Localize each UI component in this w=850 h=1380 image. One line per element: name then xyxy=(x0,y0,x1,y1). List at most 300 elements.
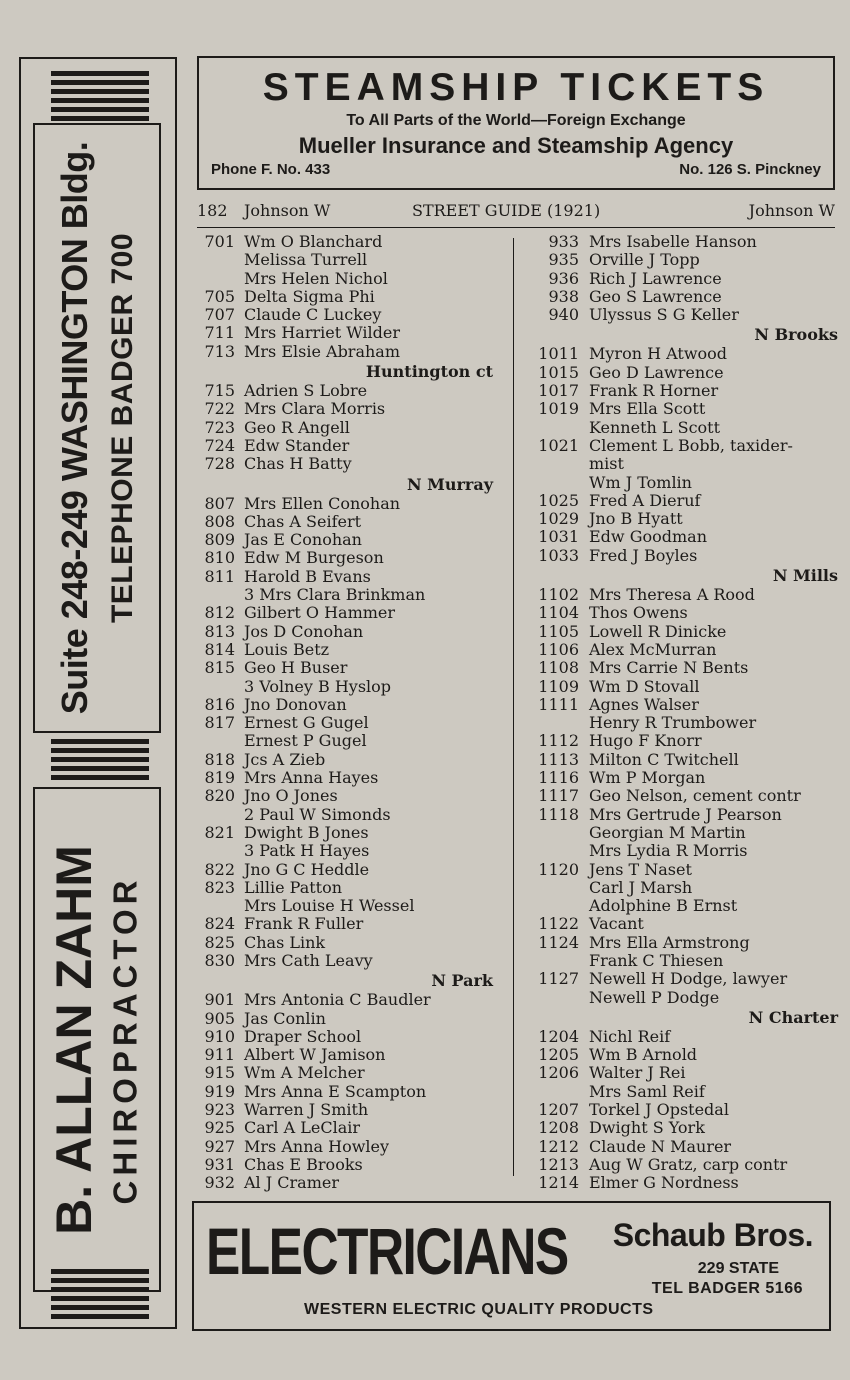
house-number: 1204 xyxy=(538,1026,579,1046)
page-number: 182 xyxy=(197,201,228,220)
header-rule xyxy=(197,227,835,228)
resident-name: Lowell R Dinicke xyxy=(589,621,727,641)
ad-subtitle: To All Parts of the World—Foreign Exchange xyxy=(346,112,686,129)
resident-name: Henry R Trumbower xyxy=(589,713,757,733)
resident-name: Aug W Gratz, carp contr xyxy=(589,1154,788,1174)
directory-entry xyxy=(197,934,493,952)
directory-entry xyxy=(197,531,493,549)
house-number: 1033 xyxy=(538,545,579,565)
resident-name: Torkel J Opstedal xyxy=(589,1100,729,1120)
house-number: 1011 xyxy=(538,344,579,364)
house-number: 728 xyxy=(204,454,235,474)
electricians-advertisement xyxy=(192,1201,831,1331)
directory-entry xyxy=(197,751,493,769)
directory-entry xyxy=(197,586,493,604)
resident-name: Adolphine B Ernst xyxy=(589,896,738,916)
resident-name: Mrs Helen Nichol xyxy=(244,268,388,288)
directory-entry xyxy=(197,382,493,400)
house-number: 1105 xyxy=(538,621,579,641)
resident-name: Ernest P Gugel xyxy=(244,731,367,751)
directory-entry xyxy=(197,251,493,269)
resident-name: Mrs Anna E Scampton xyxy=(244,1081,427,1101)
house-number: 817 xyxy=(204,713,235,733)
directory-entry xyxy=(530,306,838,324)
house-number: 809 xyxy=(204,530,235,550)
resident-name: Geo R Angell xyxy=(244,417,350,437)
house-number: 938 xyxy=(548,286,579,306)
house-number: 932 xyxy=(204,1173,235,1193)
directory-entry xyxy=(197,915,493,933)
resident-name: Mrs Anna Hayes xyxy=(244,768,379,788)
guide-title: STREET GUIDE (1921) xyxy=(412,201,601,220)
resident-name: Mrs Ellen Conohan xyxy=(244,493,401,513)
resident-name: Mrs Anna Howley xyxy=(244,1136,390,1156)
directory-entry xyxy=(197,806,493,824)
house-number: 1205 xyxy=(538,1045,579,1065)
resident-name: Frank C Thiesen xyxy=(589,950,724,970)
directory-entry xyxy=(197,696,493,714)
house-number: 822 xyxy=(204,859,235,879)
decorative-bars-top xyxy=(51,71,149,125)
directory-entry xyxy=(197,879,493,897)
resident-name: Kenneth L Scott xyxy=(589,417,721,437)
agency-phone: Phone F. No. 433 xyxy=(211,161,331,178)
directory-entry xyxy=(197,604,493,622)
house-number: 931 xyxy=(204,1154,235,1174)
resident-name: Geo Nelson, cement contr xyxy=(589,786,801,806)
house-number: 1017 xyxy=(538,381,579,401)
resident-name: Draper School xyxy=(244,1026,362,1046)
directory-entry xyxy=(197,678,493,696)
house-number: 1120 xyxy=(538,859,579,879)
directory-entry xyxy=(530,970,838,988)
house-number: 722 xyxy=(204,399,235,419)
cross-street-heading xyxy=(197,361,493,382)
directory-entry xyxy=(530,1156,838,1174)
directory-entry xyxy=(530,1028,838,1046)
resident-name: Wm B Arnold xyxy=(589,1045,698,1065)
resident-name: Geo H Buser xyxy=(244,658,348,678)
directory-entry xyxy=(530,474,838,492)
directory-entry xyxy=(530,288,838,306)
directory-entry xyxy=(530,989,838,1007)
house-number: 816 xyxy=(204,694,235,714)
directory-entry xyxy=(530,897,838,915)
directory-entry xyxy=(197,1010,493,1028)
directory-entry xyxy=(530,345,838,363)
house-number: 1015 xyxy=(538,362,579,382)
directory-entry xyxy=(197,1028,493,1046)
house-number: 1206 xyxy=(538,1063,579,1083)
directory-column-left xyxy=(197,233,493,1193)
resident-name: Newell H Dodge, lawyer xyxy=(589,969,788,989)
directory-entry xyxy=(530,364,838,382)
resident-name: Fred J Boyles xyxy=(589,545,698,565)
steamship-advertisement xyxy=(197,56,835,190)
house-number: 1106 xyxy=(538,639,579,659)
directory-entry xyxy=(197,897,493,915)
directory-entry xyxy=(197,343,493,361)
cross-street-name: Huntington ct xyxy=(365,362,493,382)
directory-entry xyxy=(197,1156,493,1174)
resident-name: Wm A Melcher xyxy=(244,1063,365,1083)
resident-name: Albert W Jamison xyxy=(244,1045,386,1065)
resident-name: Mrs Antonia C Baudler xyxy=(244,990,431,1010)
directory-entry xyxy=(530,623,838,641)
resident-name: Wm D Stovall xyxy=(589,676,700,696)
directory-entry xyxy=(530,915,838,933)
resident-name: Thos Owens xyxy=(589,603,688,623)
house-number: 823 xyxy=(204,877,235,897)
house-number: 1104 xyxy=(538,603,579,623)
house-number: 1031 xyxy=(538,527,579,547)
resident-name: Harold B Evans xyxy=(244,566,371,586)
resident-name: Wm P Morgan xyxy=(589,768,706,788)
directory-entry xyxy=(197,1064,493,1082)
house-number: 1021 xyxy=(538,435,579,455)
directory-entry xyxy=(197,437,493,455)
resident-name: Milton C Twitchell xyxy=(589,749,739,769)
resident-name: Jno G C Heddle xyxy=(244,859,370,879)
chiropractor-name: B. ALLAN ZAHM xyxy=(46,844,102,1235)
resident-name: Warren J Smith xyxy=(244,1100,369,1120)
ad-tagline: WESTERN ELECTRIC QUALITY PRODUCTS xyxy=(304,1301,654,1318)
resident-name: Alex McMurran xyxy=(589,639,717,659)
resident-name: Frank R Fuller xyxy=(244,914,364,934)
directory-entry xyxy=(197,732,493,750)
resident-name: 3 Volney B Hyslop xyxy=(244,676,392,696)
company-telephone: TEL BADGER 5166 xyxy=(651,1280,803,1297)
telephone-line: TELEPHONE BADGER 700 xyxy=(106,232,139,624)
house-number: 713 xyxy=(204,341,235,361)
resident-name: Mrs Harriet Wilder xyxy=(244,323,400,343)
house-number: 814 xyxy=(204,639,235,659)
resident-name: Al J Cramer xyxy=(244,1173,339,1193)
cross-street-name: N Brooks xyxy=(754,325,838,345)
resident-name: Mrs Cath Leavy xyxy=(244,950,373,970)
directory-entry xyxy=(197,568,493,586)
resident-name: Georgian M Martin xyxy=(589,822,746,842)
house-number: 808 xyxy=(204,511,235,531)
house-number: 807 xyxy=(204,493,235,513)
directory-entry xyxy=(197,952,493,970)
directory-entry xyxy=(197,549,493,567)
resident-name: Jas E Conohan xyxy=(244,530,362,550)
directory-entry xyxy=(530,842,838,860)
company-street: 229 STATE xyxy=(697,1260,779,1277)
directory-entry xyxy=(197,455,493,473)
resident-name: Gilbert O Hammer xyxy=(244,603,396,623)
house-number: 715 xyxy=(204,381,235,401)
resident-name: Chas Link xyxy=(244,932,326,952)
directory-entry xyxy=(530,251,838,269)
directory-entry xyxy=(197,659,493,677)
directory-entry xyxy=(530,270,838,288)
resident-name: Jno O Jones xyxy=(244,786,338,806)
directory-entry xyxy=(530,1101,838,1119)
directory-entry xyxy=(530,659,838,677)
resident-name: Orville J Topp xyxy=(589,250,700,270)
resident-name: Rich J Lawrence xyxy=(589,268,722,288)
directory-entry xyxy=(197,787,493,805)
cross-street-heading xyxy=(197,970,493,991)
resident-name: Melissa Turrell xyxy=(244,250,368,270)
resident-name: Edw Stander xyxy=(244,435,350,455)
house-number: 1122 xyxy=(538,914,579,934)
directory-entry xyxy=(197,1083,493,1101)
house-number: 1124 xyxy=(538,932,579,952)
directory-entry xyxy=(530,696,838,714)
directory-entry xyxy=(197,1101,493,1119)
house-number: 1208 xyxy=(538,1118,579,1138)
name-panel xyxy=(33,787,161,1292)
house-number: 701 xyxy=(204,232,235,251)
resident-name: Chas H Batty xyxy=(244,454,352,474)
house-number: 915 xyxy=(204,1063,235,1083)
house-number: 830 xyxy=(204,950,235,970)
directory-entry xyxy=(197,824,493,842)
resident-name: 3 Patk H Hayes xyxy=(244,841,370,861)
resident-name: Ernest G Gugel xyxy=(244,713,369,733)
directory-entry xyxy=(530,455,838,473)
directory-entry xyxy=(530,586,838,604)
house-number: 821 xyxy=(204,822,235,842)
directory-entry xyxy=(530,934,838,952)
house-number: 1019 xyxy=(538,399,579,419)
running-header xyxy=(197,201,835,225)
house-number: 905 xyxy=(204,1008,235,1028)
directory-entry xyxy=(530,824,838,842)
directory-entry xyxy=(530,787,838,805)
directory-entry xyxy=(530,1174,838,1192)
house-number: 812 xyxy=(204,603,235,623)
house-number: 1112 xyxy=(538,731,579,751)
resident-name: Myron H Atwood xyxy=(589,344,728,364)
resident-name: Agnes Walser xyxy=(589,694,699,714)
directory-entry xyxy=(530,1083,838,1101)
house-number: 818 xyxy=(204,749,235,769)
directory-entry xyxy=(197,1119,493,1137)
house-number: 825 xyxy=(204,932,235,952)
resident-name: Dwight S York xyxy=(589,1118,705,1138)
directory-entry xyxy=(530,419,838,437)
directory-entry xyxy=(530,1064,838,1082)
house-number: 1127 xyxy=(538,969,579,989)
directory-entry xyxy=(197,769,493,787)
chiropractor-advertisement xyxy=(19,57,177,1329)
decorative-bars-bottom xyxy=(51,1269,149,1323)
resident-name: Edw Goodman xyxy=(589,527,708,547)
directory-entry xyxy=(530,400,838,418)
directory-entry xyxy=(530,678,838,696)
house-number: 810 xyxy=(204,548,235,568)
directory-entry xyxy=(530,510,838,528)
house-number: 819 xyxy=(204,768,235,788)
directory-entry xyxy=(197,513,493,531)
ad-headline: ELECTRICIANS xyxy=(206,1214,568,1288)
house-number: 901 xyxy=(204,990,235,1010)
resident-name: Mrs Theresa A Rood xyxy=(589,585,755,605)
directory-entry xyxy=(197,641,493,659)
directory-entry xyxy=(530,1119,838,1137)
resident-name: Vacant xyxy=(589,914,644,934)
directory-entry xyxy=(197,1174,493,1192)
house-number: 933 xyxy=(548,232,579,251)
directory-entry xyxy=(530,1046,838,1064)
house-number: 813 xyxy=(204,621,235,641)
house-number: 923 xyxy=(204,1100,235,1120)
directory-entry xyxy=(530,952,838,970)
house-number: 925 xyxy=(204,1118,235,1138)
cross-street-heading xyxy=(530,565,838,586)
directory-entry xyxy=(530,714,838,732)
resident-name: Dwight B Jones xyxy=(244,822,369,842)
resident-name: Mrs Saml Reif xyxy=(589,1081,705,1101)
house-number: 705 xyxy=(204,286,235,306)
house-number: 811 xyxy=(204,566,235,586)
house-number: 1118 xyxy=(538,804,579,824)
house-number: 1214 xyxy=(538,1173,579,1193)
house-number: 1029 xyxy=(538,509,579,529)
resident-name: Jno Donovan xyxy=(244,694,347,714)
house-number: 711 xyxy=(204,323,235,343)
resident-name: Geo S Lawrence xyxy=(589,286,722,306)
directory-entry xyxy=(530,547,838,565)
resident-name: Jas Conlin xyxy=(244,1008,326,1028)
resident-name: Chas A Seifert xyxy=(244,511,362,531)
directory-entry xyxy=(530,879,838,897)
cross-street-heading xyxy=(530,1007,838,1028)
resident-name: Lillie Patton xyxy=(244,877,343,897)
directory-entry xyxy=(530,641,838,659)
house-number: 910 xyxy=(204,1026,235,1046)
resident-name: Mrs Isabelle Hanson xyxy=(589,232,757,251)
directory-entry xyxy=(197,324,493,342)
directory-entry xyxy=(197,991,493,1009)
house-number: 1213 xyxy=(538,1154,579,1174)
resident-name: 3 Mrs Clara Brinkman xyxy=(244,585,426,605)
cross-street-name: N Park xyxy=(431,971,493,991)
cross-street-name: N Charter xyxy=(748,1007,838,1027)
resident-name: Fred A Dieruf xyxy=(589,490,701,510)
cross-street-heading xyxy=(530,324,838,345)
resident-name: Mrs Gertrude J Pearson xyxy=(589,804,782,824)
directory-entry xyxy=(197,861,493,879)
street-name-left: Johnson W xyxy=(244,201,331,220)
directory-entry xyxy=(197,1138,493,1156)
resident-name: Frank R Horner xyxy=(589,381,719,401)
company-name: Schaub Bros. xyxy=(612,1217,813,1253)
resident-name: Edw M Burgeson xyxy=(244,548,384,568)
house-number: 911 xyxy=(204,1045,235,1065)
directory-entry xyxy=(530,492,838,510)
house-number: 940 xyxy=(548,305,579,325)
column-divider xyxy=(513,238,514,1176)
resident-name: Mrs Clara Morris xyxy=(244,399,386,419)
resident-name: Jcs A Zieb xyxy=(244,749,326,769)
directory-entry xyxy=(530,437,838,455)
directory-column-right xyxy=(530,233,838,1193)
house-number: 936 xyxy=(548,268,579,288)
resident-name: Claude C Luckey xyxy=(244,305,382,325)
resident-name: Clement L Bobb, taxider- xyxy=(589,435,793,455)
directory-entry xyxy=(530,528,838,546)
house-number: 824 xyxy=(204,914,235,934)
house-number: 1111 xyxy=(538,694,579,714)
resident-name: mist xyxy=(589,454,624,474)
directory-entry xyxy=(197,306,493,324)
resident-name: Adrien S Lobre xyxy=(244,381,368,401)
resident-name: Carl J Marsh xyxy=(589,877,693,897)
resident-name: Louis Betz xyxy=(244,639,330,659)
resident-name: Jno B Hyatt xyxy=(589,509,683,529)
house-number: 815 xyxy=(204,658,235,678)
directory-entry xyxy=(197,1046,493,1064)
resident-name: Wm J Tomlin xyxy=(589,472,692,492)
cross-street-name: N Mills xyxy=(772,566,838,586)
directory-entry xyxy=(530,604,838,622)
profession: CHIROPRACTOR xyxy=(106,875,144,1204)
house-number: 919 xyxy=(204,1081,235,1101)
decorative-bars-middle xyxy=(51,739,149,784)
house-number: 723 xyxy=(204,417,235,437)
house-number: 1117 xyxy=(538,786,579,806)
house-number: 1116 xyxy=(538,768,579,788)
house-number: 707 xyxy=(204,305,235,325)
directory-entry xyxy=(530,233,838,251)
directory-entry xyxy=(530,806,838,824)
ad-title: STEAMSHIP TICKETS xyxy=(262,66,770,109)
resident-name: Mrs Elsie Abraham xyxy=(244,341,401,361)
resident-name: Mrs Louise H Wessel xyxy=(244,896,415,916)
cross-street-heading xyxy=(197,474,493,495)
directory-entry xyxy=(197,623,493,641)
resident-name: Mrs Carrie N Bents xyxy=(589,658,749,678)
house-number: 1102 xyxy=(538,585,579,605)
street-name-right: Johnson W xyxy=(748,201,835,220)
directory-entry xyxy=(530,861,838,879)
house-number: 820 xyxy=(204,786,235,806)
house-number: 1212 xyxy=(538,1136,579,1156)
agency-address: No. 126 S. Pinckney xyxy=(679,161,821,178)
house-number: 1109 xyxy=(538,676,579,696)
contact-panel xyxy=(33,123,161,733)
directory-entry xyxy=(530,769,838,787)
resident-name: Mrs Ella Armstrong xyxy=(589,932,750,952)
directory-entry xyxy=(197,495,493,513)
agency-name: Mueller Insurance and Steamship Agency xyxy=(298,133,734,158)
resident-name: 2 Paul W Simonds xyxy=(244,804,391,824)
directory-entry xyxy=(197,400,493,418)
resident-name: Geo D Lawrence xyxy=(589,362,724,382)
suite-line: Suite 248-249 WASHINGTON Bldg. xyxy=(54,141,95,715)
directory-entry xyxy=(197,288,493,306)
resident-name: Claude N Maurer xyxy=(589,1136,732,1156)
house-number: 1113 xyxy=(538,749,579,769)
directory-entry xyxy=(197,233,493,251)
directory-entry xyxy=(197,270,493,288)
resident-name: Wm O Blanchard xyxy=(244,232,383,251)
directory-entry xyxy=(530,1138,838,1156)
resident-name: Hugo F Knorr xyxy=(589,731,702,751)
directory-entry xyxy=(530,382,838,400)
house-number: 1207 xyxy=(538,1100,579,1120)
resident-name: Delta Sigma Phi xyxy=(244,286,375,306)
house-number: 1025 xyxy=(538,490,579,510)
resident-name: Newell P Dodge xyxy=(589,987,720,1007)
resident-name: Jens T Naset xyxy=(589,859,692,879)
resident-name: Elmer G Nordness xyxy=(589,1173,739,1193)
